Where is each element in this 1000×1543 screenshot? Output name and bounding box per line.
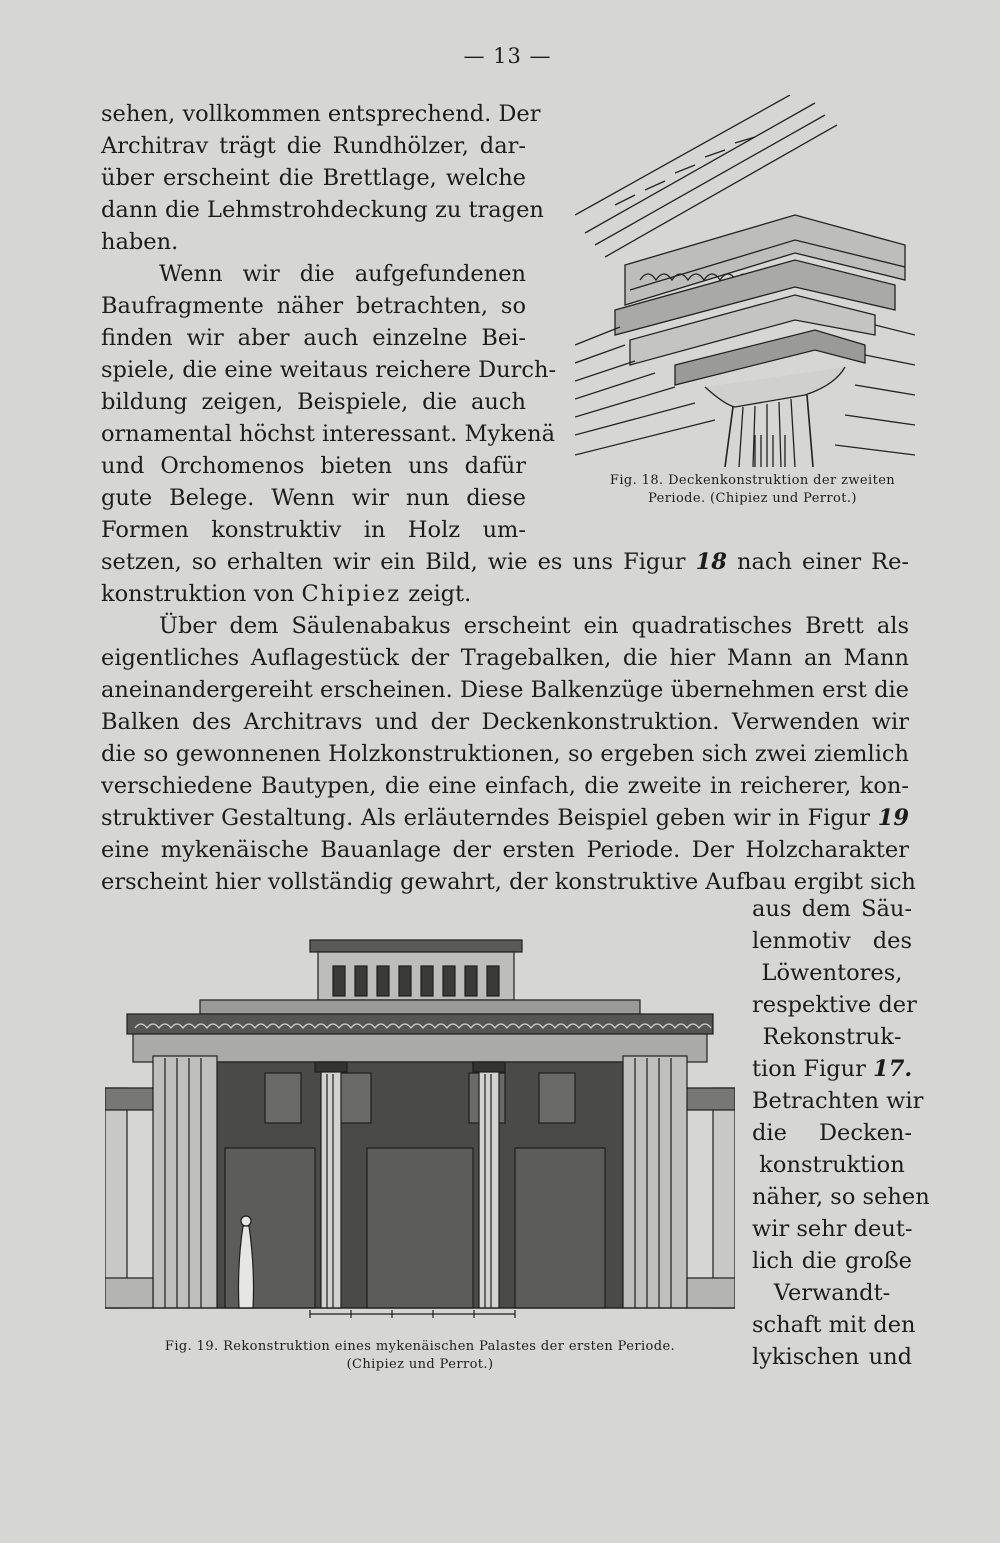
text-line: Verwandt‑ — [773, 1280, 891, 1306]
figure-18-illustration — [575, 95, 915, 467]
text-line: aneinandergereiht erscheinen. Diese Balkenzüge übernehmen erst die — [101, 677, 909, 703]
text-line: die so gewonnenen Holzkonstruktionen, so ergeben sich zwei ziemlich — [101, 741, 909, 767]
text-line: wir sehr deut‑ — [752, 1216, 913, 1242]
text-line: spiele, die eine weitaus reichere Durch‑ — [101, 357, 557, 383]
author-name: Chipiez — [301, 581, 402, 607]
text-line: über erscheint die Brettlage, welche — [101, 165, 526, 191]
figure-reference: 17. — [873, 1056, 913, 1082]
text-line: Über dem Säulenabakus erscheint ein quadratisches Brett als — [159, 613, 909, 639]
text-line: eine mykenäische Bauanlage der ersten Periode. Der Holzcharakter — [101, 837, 909, 863]
text-line: sehen, vollkommen entsprechend. Der — [101, 101, 541, 127]
text-line: aus dem Säu‑ — [752, 896, 912, 922]
text-line: bildung zeigen, Beispiele, die auch — [101, 389, 526, 415]
text-line: dann die Lehmstrohdeckung zu tragen — [101, 197, 544, 223]
text-line: und Orchomenos bieten uns dafür — [101, 453, 526, 479]
text-line: Wenn wir die aufgefundenen — [159, 261, 526, 287]
caption-line: Fig. 18. Deckenkonstruktion der zweiten — [609, 473, 896, 488]
figure-19-caption — [105, 1338, 735, 1374]
caption-line: Periode. (Chipiez und Perrot.) — [648, 491, 857, 506]
caption-line: (Chipiez und Perrot.) — [346, 1357, 494, 1372]
figure-19-illustration — [105, 938, 735, 1320]
text-line: die Decken‑ — [752, 1120, 912, 1146]
text-line: schaft mit den — [752, 1312, 916, 1338]
text-line: Balken des Architravs und der Deckenkonstruktion. Verwenden wir — [101, 709, 909, 735]
figure-18-caption — [585, 472, 920, 508]
text-line: tion Figur 17. — [752, 1056, 913, 1082]
text-line: verschiedene Bautypen, die eine einfach, die zweite in reicherer, kon‑ — [101, 773, 909, 799]
text-line: Löwentores, — [761, 960, 903, 986]
text-line: gute Belege. Wenn wir nun diese — [101, 485, 526, 511]
text-line: Rekonstruk‑ — [762, 1024, 902, 1050]
text-line: haben. — [101, 229, 179, 255]
text-line: finden wir aber auch einzelne Bei‑ — [101, 325, 526, 351]
text-line: Baufragmente näher betrachten, so — [101, 293, 526, 319]
text-line: erscheint hier vollständig gewahrt, der konstruktive Aufbau ergibt sich — [101, 869, 916, 895]
text-line: konstruktion von Chipiez zeigt. — [101, 581, 472, 607]
figure-reference: 19 — [877, 805, 909, 831]
text-line: lenmotiv des — [752, 928, 912, 954]
text-line: lich die große — [752, 1248, 912, 1274]
caption-line: Fig. 19. Rekonstruktion eines mykenäischen Palastes der ersten Periode. — [164, 1339, 676, 1354]
text-line: setzen, so erhalten wir ein Bild, wie es uns Figur 18 nach einer Re‑ — [101, 549, 909, 575]
text-line: Formen konstruktiv in Holz um‑ — [101, 517, 526, 543]
text-line: Betrachten wir — [752, 1088, 924, 1114]
text-line: ornamental höchst interessant. Mykenä — [101, 421, 556, 447]
text-line: konstruktion — [759, 1152, 905, 1178]
figure-reference: 18 — [695, 549, 727, 575]
text-line: respektive der — [752, 992, 917, 1018]
text-line: struktiver Gestaltung. Als erläuterndes Beispiel geben wir in Figur 19 — [101, 805, 909, 831]
page-number: — 13 — — [463, 44, 552, 68]
text-line: näher, so sehen — [752, 1184, 930, 1210]
text-line: Architrav trägt die Rundhölzer, dar‑ — [101, 133, 526, 159]
text-line: lykischen und — [752, 1344, 912, 1370]
text-line: eigentliches Auflagestück der Tragebalken, die hier Mann an Mann — [101, 645, 909, 671]
